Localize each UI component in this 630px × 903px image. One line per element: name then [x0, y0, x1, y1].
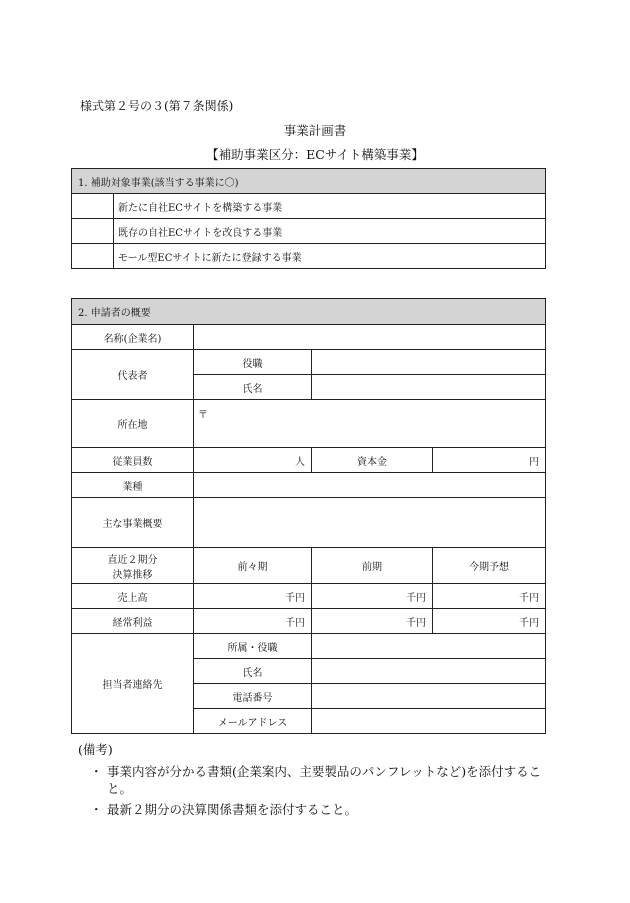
- check-cell-3[interactable]: [72, 244, 114, 269]
- company-name-field[interactable]: [194, 325, 546, 350]
- unit-thousand-yen: 千円: [519, 592, 540, 604]
- profit-forecast-field[interactable]: [433, 609, 546, 634]
- representative-label: 代表者: [72, 350, 194, 400]
- company-name-label: 名称(企業名): [72, 325, 194, 350]
- notes-heading: (備考): [78, 742, 113, 757]
- section2-heading: 2. 申請者の概要: [72, 299, 546, 325]
- check-cell-2[interactable]: [72, 219, 114, 244]
- contact-name-field[interactable]: [312, 659, 546, 684]
- employees-field[interactable]: [194, 448, 312, 473]
- profit-prev-field[interactable]: [312, 609, 433, 634]
- sales-forecast-field[interactable]: [433, 584, 546, 609]
- subsidy-target-table: [71, 168, 546, 269]
- unit-thousand-yen: 千円: [406, 592, 426, 604]
- period-prev-header: 前期: [312, 548, 433, 584]
- bullet-2: ・: [90, 802, 103, 817]
- industry-label: 業種: [72, 473, 194, 498]
- contact-name-label: 氏名: [194, 659, 312, 684]
- check-cell-1[interactable]: [72, 194, 114, 219]
- note-text-1: 事業内容が分かる書類(企業案内、主要製品のパンフレットなど)を添付すること。: [107, 764, 542, 796]
- period-prev2-header: 前々期: [194, 548, 312, 584]
- phone-field[interactable]: [312, 684, 546, 709]
- target-item-2: 既存の自社ECサイトを改良する事業: [114, 219, 546, 244]
- document-subtitle: 【補助事業区分：ECサイト構築事業】: [206, 147, 424, 162]
- note-item-2: [90, 801, 560, 818]
- sales-label: 売上高: [72, 584, 194, 609]
- employees-unit: 人: [295, 456, 305, 468]
- industry-field[interactable]: [194, 473, 546, 498]
- capital-field[interactable]: [433, 448, 546, 473]
- business-summary-label: 主な事業概要: [72, 498, 194, 548]
- employees-label: 従業員数: [72, 448, 194, 473]
- unit-thousand-yen: 千円: [285, 617, 305, 629]
- section1-heading: 1. 補助対象事業(該当する事業に〇): [72, 169, 546, 194]
- target-item-3: モール型ECサイトに新たに登録する事業: [114, 244, 546, 269]
- profit-prev2-field[interactable]: [194, 609, 312, 634]
- dept-title-label: 所属・役職: [194, 634, 312, 659]
- form-number: 様式第２号の３(第７条関係): [80, 99, 234, 113]
- trend-label-line1: 直近２期分: [107, 554, 158, 566]
- bullet-1: ・: [90, 764, 103, 779]
- note-item-1: [90, 763, 560, 797]
- business-summary-field[interactable]: [194, 498, 546, 548]
- trend-label-line2: 決算推移: [112, 569, 153, 581]
- sales-prev-field[interactable]: [312, 584, 433, 609]
- address-label: 所在地: [72, 400, 194, 448]
- rep-title-label: 役職: [194, 350, 312, 375]
- dept-title-field[interactable]: [312, 634, 546, 659]
- unit-thousand-yen: 千円: [285, 592, 305, 604]
- target-item-1: 新たに自社ECサイトを構築する事業: [114, 194, 546, 219]
- email-label: メールアドレス: [194, 709, 312, 734]
- unit-thousand-yen: 千円: [519, 617, 540, 629]
- rep-name-label: 氏名: [194, 375, 312, 400]
- profit-label: 経常利益: [72, 609, 194, 634]
- rep-title-field[interactable]: [312, 350, 546, 375]
- capital-unit: 円: [529, 456, 540, 468]
- address-field[interactable]: [194, 400, 546, 448]
- period-forecast-header: 今期予想: [433, 548, 546, 584]
- contact-label: 担当者連絡先: [72, 634, 194, 734]
- postal-mark: 〒: [198, 410, 208, 421]
- rep-name-field[interactable]: [312, 375, 546, 400]
- applicant-overview-table: [71, 298, 546, 734]
- financial-trend-label: [72, 548, 194, 584]
- capital-label: 資本金: [312, 448, 433, 473]
- email-field[interactable]: [312, 709, 546, 734]
- note-text-2: 最新２期分の決算関係書類を添付すること。: [107, 802, 358, 817]
- document-title: 事業計画書: [283, 123, 347, 138]
- phone-label: 電話番号: [194, 684, 312, 709]
- sales-prev2-field[interactable]: [194, 584, 312, 609]
- unit-thousand-yen: 千円: [406, 617, 426, 629]
